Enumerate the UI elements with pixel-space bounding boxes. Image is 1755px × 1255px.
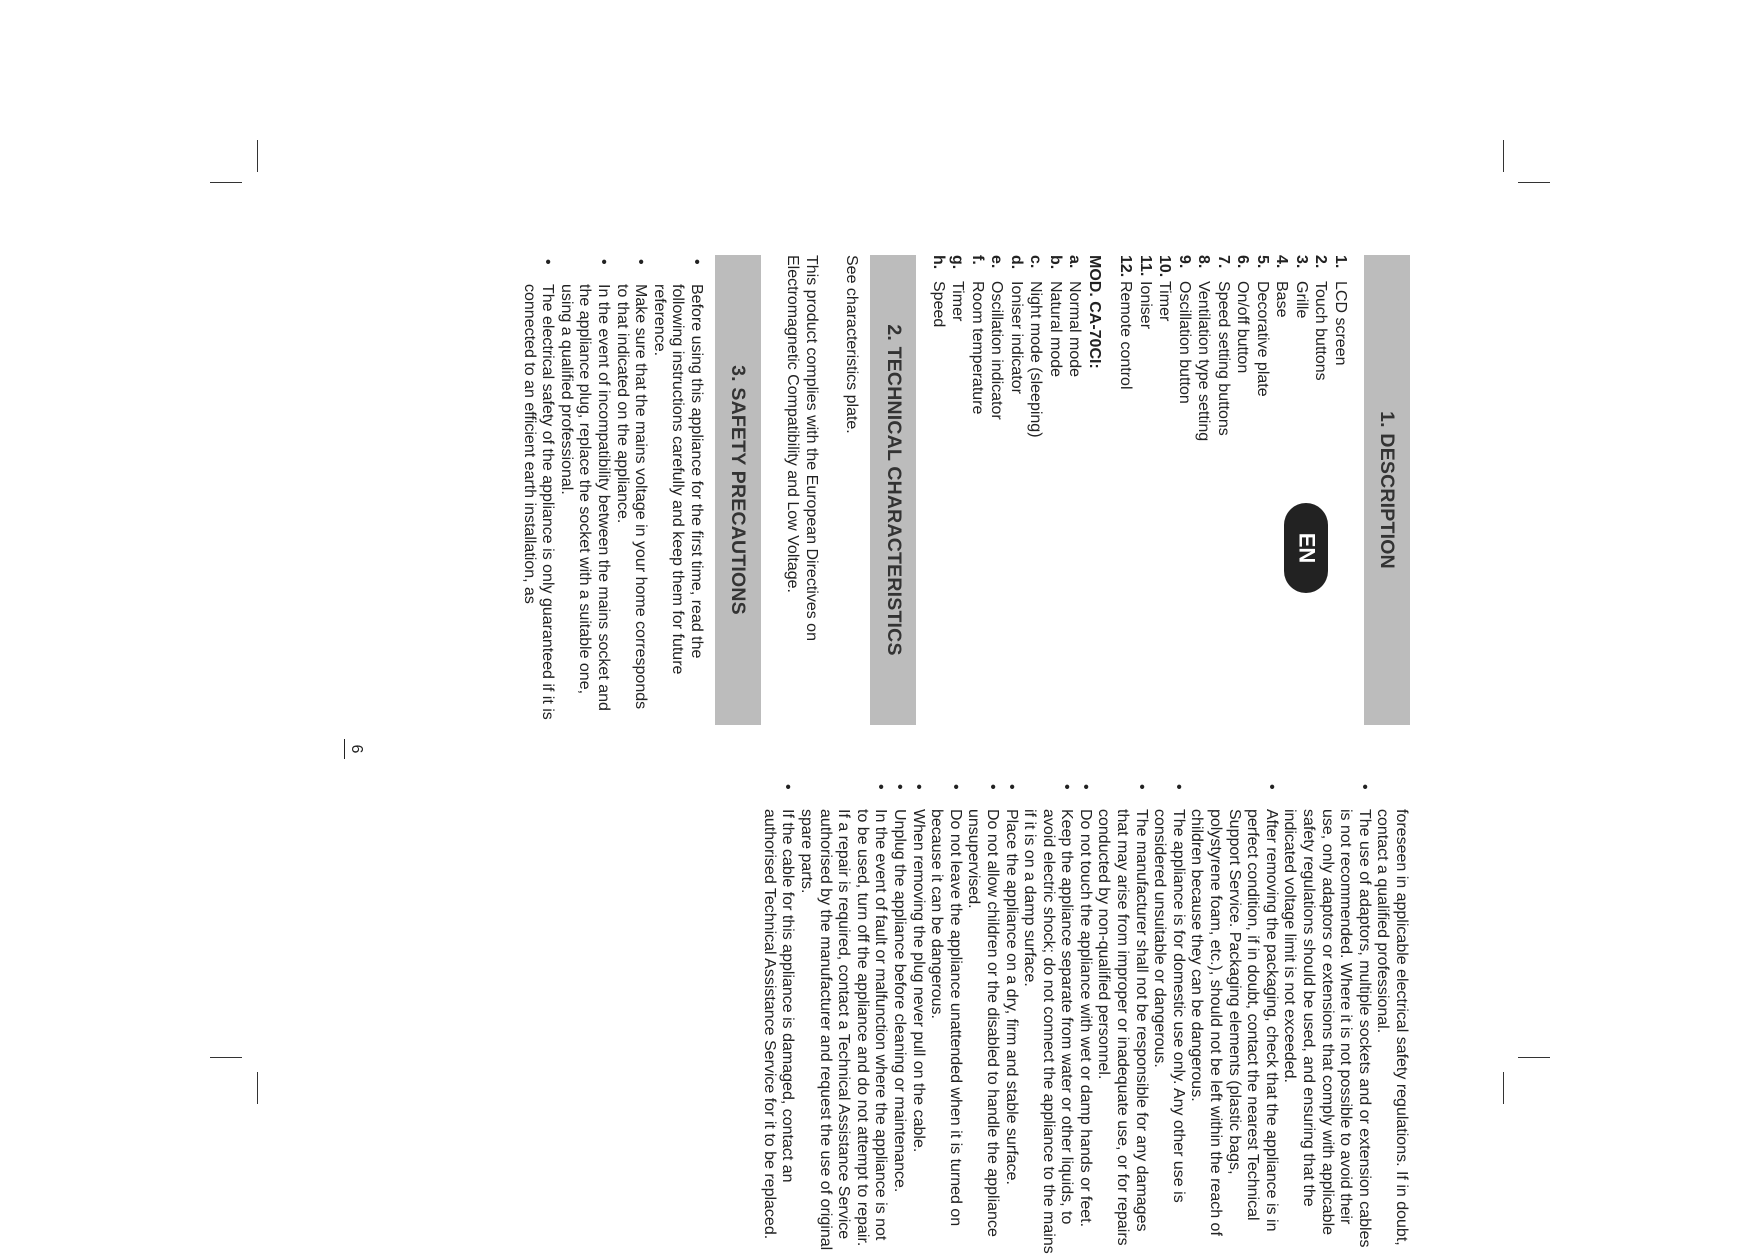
description-item — [1194, 255, 1214, 725]
description-item — [1136, 255, 1156, 725]
model-indicator-item-number: h. — [930, 255, 947, 270]
safety-bullet: • When removing the plug never pull on the cable. — [908, 780, 927, 1255]
description-item — [1116, 255, 1136, 725]
description-item-label: LCD screen — [1332, 281, 1349, 366]
crop-mark — [1518, 182, 1550, 183]
description-item-number: 6. — [1234, 255, 1252, 269]
description-item — [1214, 255, 1234, 725]
description-item-number: 3. — [1293, 255, 1310, 269]
model-indicator-item-number: d. — [1008, 255, 1025, 270]
description-item — [1311, 255, 1331, 725]
safety-bullet: • Keep the appliance separate from water or other liquids, to avoid electric shock; do not connect the appliance to the mains if it is on a damp surface. — [1020, 780, 1076, 1255]
model-indicator-item-label: Oscillation indicator — [988, 281, 1006, 420]
crop-mark — [1503, 140, 1504, 172]
model-indicator-item — [1046, 255, 1066, 725]
model-indicator-item — [929, 255, 949, 725]
safety-bullet: • Unplug the appliance before cleaning or maintenance. — [889, 780, 908, 1255]
language-badge-label: EN — [1294, 532, 1319, 564]
model-indicator-item-number: c. — [1027, 255, 1045, 269]
technical-compliance-text: This product complies with the European Directives on Electromagnetic Compatibility and Low Voltage. — [784, 255, 820, 641]
safety-bullet: • After removing the packaging, check that the appliance is in perfect condition, if in doubt, contact the nearest Technical Support Service. Packaging elements (plastic bags, polystyrene foam, etc.), should not be left within the reach of children because they can be dangerous. — [1187, 780, 1280, 1255]
description-list — [1116, 255, 1350, 725]
page-number: 6 — [344, 739, 365, 759]
model-indicator-item-number: e. — [988, 255, 1006, 269]
description-item-label: Remote control — [1117, 281, 1135, 390]
crop-mark — [1518, 1057, 1550, 1058]
model-indicator-item-label: Natural mode — [1047, 281, 1064, 378]
description-item-label: Grille — [1293, 281, 1310, 319]
left-column — [519, 255, 1410, 725]
safety-bullet: • Before using this appliance for the first time, read the following instructions carefully and keep them for future reference. — [649, 255, 705, 725]
crop-mark — [257, 140, 258, 172]
safety-bullet: • The electrical safety of the appliance is only guaranteed if it is connected to an efficient earth installation, as — [519, 255, 556, 725]
model-indicator-item-label: Ioniser indicator — [1008, 281, 1025, 394]
description-item-label: Decorative plate — [1254, 281, 1271, 397]
model-indicator-item-label: Night mode (sleeping) — [1027, 281, 1045, 438]
model-label: MOD. CA-70CI: — [1086, 255, 1103, 369]
model-indicator-item — [968, 255, 988, 725]
model-indicator-item-label: Timer — [949, 281, 967, 322]
safety-bullet: • The use of adaptors, multiple sockets and or extension cables is not recommended. Where it is not possible to avoid their use, only adaptors or extensions that comply with applicable safety regulations should be used, and ensuring that the indicated voltage limit is not exceeded. — [1280, 780, 1373, 1255]
model-indicator-item-number: a. — [1066, 255, 1084, 269]
safety-bullet: • The manufacturer shall not be responsible for any damages that may arise from improper or inadequate use, or for repairs conducted by non-qualified personnel. — [1094, 780, 1150, 1255]
model-indicator-item — [948, 255, 968, 725]
description-item-number: 1. — [1332, 255, 1349, 269]
description-item-number: 2. — [1312, 255, 1330, 269]
safety-bullet: • In the event of fault or malfunction where the appliance is not to be used, turn off the appliance and do not attempt to repair. If a repair is required, contact a Technical Assistance Service authorised by the manufacturer and request the use of original spare parts. — [796, 780, 889, 1255]
right-column — [759, 780, 1410, 1255]
safety-bullet: • Do not allow children or the disabled to handle the appliance unsupervised. — [964, 780, 1001, 1255]
description-item-label: Oscillation button — [1176, 281, 1193, 404]
description-item-number: 12. — [1117, 255, 1135, 278]
description-item — [1253, 255, 1273, 725]
model-indicator-item — [987, 255, 1007, 725]
model-indicator-list — [929, 255, 1085, 725]
description-item-number: 5. — [1254, 255, 1271, 269]
description-item — [1292, 255, 1312, 725]
safety-bullet: • Do not touch the appliance with wet or damp hands or feet. — [1075, 780, 1094, 1255]
safety-bullet: • Make sure that the mains voltage in your home corresponds to that indicated on the appliance. — [612, 255, 649, 725]
description-item-label: Speed setting buttons — [1215, 281, 1232, 436]
safety-continuation: foreseen in applicable electrical safety regulations. If in doubt, contact a qualified professional. — [1374, 809, 1410, 1246]
description-item-number: 7. — [1215, 255, 1232, 269]
description-heading: 1. DESCRIPTION — [1364, 255, 1410, 725]
description-item-label: Base — [1273, 281, 1291, 318]
description-item-number: 9. — [1176, 255, 1193, 269]
description-item-label: Timer — [1156, 281, 1174, 322]
crop-mark — [210, 182, 242, 183]
description-item — [1175, 255, 1195, 725]
description-item — [1331, 255, 1351, 725]
description-item-label: Ventilation type setting — [1195, 281, 1213, 442]
description-item-number: 10. — [1156, 255, 1174, 278]
technical-plate-text: See characteristics plate. — [843, 255, 861, 434]
safety-bullet: • Do not leave the appliance unattended when it is turned on because it can be dangerous. — [927, 780, 964, 1255]
description-item-label: Touch buttons — [1312, 281, 1330, 381]
safety-heading: 3. SAFETY PRECAUTIONS — [715, 255, 761, 725]
manual-page — [260, 255, 1410, 1255]
model-indicator-item-number: g. — [949, 255, 967, 270]
safety-bullet: • In the event of incompatibility between the mains socket and the appliance plug, replace the socket with a suitable one, using a qualified professional. — [556, 255, 612, 725]
crop-mark — [210, 1057, 242, 1058]
model-indicator-item — [1065, 255, 1085, 725]
model-indicator-item-number: b. — [1047, 255, 1064, 270]
description-item-label: Ioniser — [1137, 281, 1154, 330]
description-item-number: 8. — [1195, 255, 1213, 269]
description-item-number: 4. — [1273, 255, 1291, 269]
safety-bullet: • If the cable for this appliance is damaged, contact an authorised Technical Assistance Service for it to be replaced. — [759, 780, 796, 1255]
model-indicator-item — [1007, 255, 1027, 725]
model-indicator-item — [1026, 255, 1046, 725]
safety-bullet: • The appliance is for domestic use only. Any other use is considered unsuitable or dangerous. — [1150, 780, 1187, 1255]
model-indicator-item-number: f. — [969, 255, 986, 265]
model-indicator-item-label: Speed — [930, 281, 947, 328]
technical-heading: 2. TECHNICAL CHARACTERISTICS — [871, 255, 917, 725]
description-item-number: 11. — [1137, 255, 1154, 277]
description-item — [1155, 255, 1175, 725]
model-indicator-item-label: Normal mode — [1066, 281, 1084, 378]
safety-list-left — [519, 255, 705, 725]
model-indicator-item-label: Room temperature — [969, 281, 986, 415]
safety-bullet: • Place the appliance on a dry, firm and stable surface. — [1001, 780, 1020, 1255]
description-item — [1272, 255, 1292, 725]
safety-list-right — [759, 780, 1410, 1255]
crop-mark — [1503, 1072, 1504, 1104]
description-item-label: On/off button — [1234, 281, 1252, 374]
crop-mark — [257, 1072, 258, 1104]
description-item — [1233, 255, 1253, 725]
